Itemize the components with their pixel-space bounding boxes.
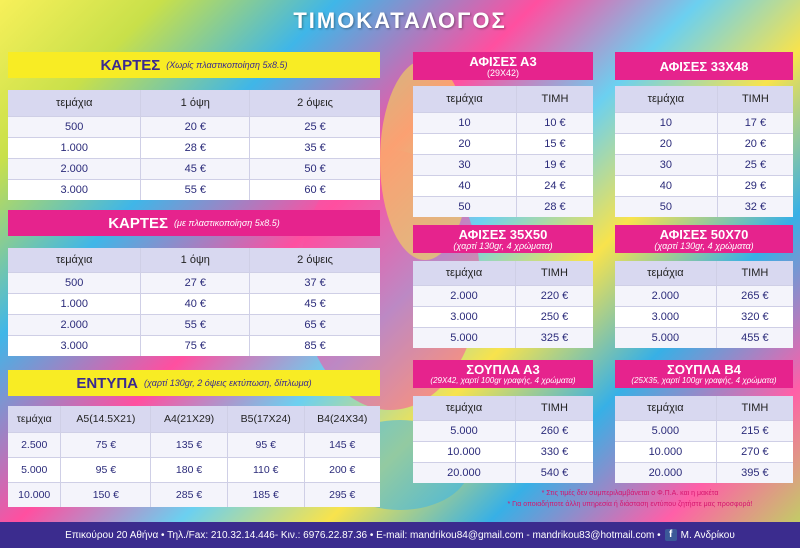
contact-text: Επικούρου 20 Αθήνα • Τηλ./Fax: 210.32.14.446- Κιν.: 6976.22.87.36 • E-mail: mandrikou84@gmail.com - mandrikou83@hotmail.com • bbox=[65, 529, 661, 541]
table-row bbox=[615, 462, 793, 483]
table-cell: 5.000 bbox=[615, 420, 716, 441]
table-cell: 5.000 bbox=[413, 420, 515, 441]
table-row bbox=[615, 175, 793, 196]
table-cell: 32 € bbox=[717, 196, 793, 217]
table-row bbox=[8, 335, 380, 356]
table-row bbox=[615, 133, 793, 154]
table-cell: 40 bbox=[413, 175, 516, 196]
table-cell: 55 € bbox=[141, 314, 250, 335]
posters-33x48-section bbox=[615, 52, 793, 217]
table-row bbox=[615, 154, 793, 175]
section-title: ΚΑΡΤΕΣ bbox=[100, 56, 161, 74]
column-header: A5(14.5X21) bbox=[61, 406, 151, 432]
posters-a3-banner bbox=[413, 52, 593, 80]
table-cell: 110 € bbox=[227, 457, 304, 482]
cards-no-lamination-section bbox=[8, 52, 380, 200]
price-table bbox=[615, 396, 793, 483]
table-cell: 285 € bbox=[151, 482, 228, 507]
section-subtitle: (Χωρίς πλαστικοποίηση 5x8.5) bbox=[166, 59, 288, 70]
table-cell: 3.000 bbox=[413, 306, 515, 327]
column-header: ΤΙΜΗ bbox=[717, 86, 793, 112]
table-cell: 3.000 bbox=[615, 306, 716, 327]
table-cell: 17 € bbox=[717, 112, 793, 133]
table-cell: 15 € bbox=[516, 133, 593, 154]
table-row bbox=[615, 112, 793, 133]
table-cell: 50 bbox=[413, 196, 516, 217]
posters-33x48-banner bbox=[615, 52, 793, 80]
table-cell: 10 bbox=[615, 112, 717, 133]
column-header: 2 όψεις bbox=[250, 90, 380, 116]
table-cell: 45 € bbox=[250, 293, 380, 314]
table-cell: 50 bbox=[615, 196, 717, 217]
table-row bbox=[8, 272, 380, 293]
table-cell: 50 € bbox=[250, 158, 380, 179]
section-title: ΑΦΙΣΕΣ 35Χ50 bbox=[458, 226, 548, 242]
table-cell: 1.000 bbox=[8, 293, 141, 314]
facebook-icon: f bbox=[665, 529, 677, 541]
table-cell: 25 € bbox=[250, 116, 380, 137]
table-cell: 325 € bbox=[515, 327, 593, 348]
column-header: ΤΙΜΗ bbox=[716, 261, 793, 285]
table-row bbox=[8, 432, 380, 457]
table-cell: 215 € bbox=[716, 420, 793, 441]
table-cell: 330 € bbox=[515, 441, 593, 462]
table-cell: 19 € bbox=[516, 154, 593, 175]
table-cell: 10 bbox=[413, 112, 516, 133]
column-header: τεμάχια bbox=[615, 86, 717, 112]
table-cell: 24 € bbox=[516, 175, 593, 196]
table-cell: 500 bbox=[8, 116, 141, 137]
table-cell: 20.000 bbox=[615, 462, 716, 483]
section-title: ΕΝΤΥΠΑ bbox=[76, 374, 139, 392]
table-cell: 20 bbox=[615, 133, 717, 154]
table-row bbox=[413, 133, 593, 154]
table-cell: 10.000 bbox=[413, 441, 515, 462]
table-row bbox=[8, 293, 380, 314]
table-cell: 20 bbox=[413, 133, 516, 154]
section-subtitle: (29X42) bbox=[486, 67, 520, 78]
section-title: ΣΟΥΠΛΑ Α3 bbox=[466, 362, 540, 377]
posters-50x70-banner bbox=[615, 225, 793, 253]
section-title: ΚΑΡΤΕΣ bbox=[108, 214, 169, 232]
soupla-a3-section bbox=[413, 360, 593, 483]
contact-footer bbox=[0, 522, 800, 548]
table-cell: 20.000 bbox=[413, 462, 515, 483]
section-title: ΑΦΙΣΕΣ 50Χ70 bbox=[659, 226, 749, 242]
table-cell: 20 € bbox=[141, 116, 250, 137]
table-cell: 28 € bbox=[516, 196, 593, 217]
page-title: ΤΙΜΟΚΑΤΑΛΟΓΟΣ bbox=[293, 8, 507, 33]
table-cell: 29 € bbox=[717, 175, 793, 196]
table-row bbox=[413, 306, 593, 327]
table-cell: 5.000 bbox=[8, 457, 61, 482]
table-cell: 2.000 bbox=[413, 285, 515, 306]
table-cell: 145 € bbox=[304, 432, 380, 457]
brochures-section bbox=[8, 370, 380, 507]
column-header: ΤΙΜΗ bbox=[516, 86, 593, 112]
price-table bbox=[413, 261, 593, 348]
table-cell: 20 € bbox=[717, 133, 793, 154]
column-header: ΤΙΜΗ bbox=[515, 261, 593, 285]
table-cell: 37 € bbox=[250, 272, 380, 293]
section-subtitle: (χαρτί 130gr, 4 χρώματα) bbox=[654, 240, 754, 251]
table-row bbox=[413, 441, 593, 462]
table-row bbox=[413, 462, 593, 483]
soupla-b4-banner bbox=[615, 360, 793, 388]
table-cell: 25 € bbox=[717, 154, 793, 175]
column-header: B4(24X34) bbox=[304, 406, 380, 432]
column-header: A4(21X29) bbox=[151, 406, 228, 432]
column-header: τεμάχια bbox=[413, 261, 515, 285]
column-header: 2 όψεις bbox=[250, 248, 380, 272]
table-row bbox=[615, 441, 793, 462]
table-cell: 200 € bbox=[304, 457, 380, 482]
column-header: ΤΙΜΗ bbox=[515, 396, 593, 420]
column-header: τεμάχια bbox=[8, 90, 141, 116]
table-cell: 35 € bbox=[250, 137, 380, 158]
price-table bbox=[615, 86, 793, 217]
table-cell: 75 € bbox=[141, 335, 250, 356]
table-row bbox=[615, 327, 793, 348]
cards-no-lamination-banner bbox=[8, 52, 380, 78]
table-row bbox=[413, 112, 593, 133]
table-cell: 10.000 bbox=[615, 441, 716, 462]
table-cell: 27 € bbox=[141, 272, 250, 293]
table-cell: 3.000 bbox=[8, 179, 141, 200]
column-header: τεμάχια bbox=[8, 406, 61, 432]
table-cell: 55 € bbox=[141, 179, 250, 200]
table-cell: 320 € bbox=[716, 306, 793, 327]
section-subtitle: (με πλαστικοποίηση 5x8.5) bbox=[174, 217, 280, 228]
section-title: ΑΦΙΣΕΣ 33Χ48 bbox=[659, 58, 749, 74]
column-header: τεμάχια bbox=[615, 261, 716, 285]
soupla-b4-section bbox=[615, 360, 793, 483]
table-row bbox=[8, 457, 380, 482]
table-cell: 250 € bbox=[515, 306, 593, 327]
table-cell: 85 € bbox=[250, 335, 380, 356]
table-row bbox=[8, 314, 380, 335]
table-cell: 65 € bbox=[250, 314, 380, 335]
price-table bbox=[8, 406, 380, 507]
table-row bbox=[8, 158, 380, 179]
column-header: τεμάχια bbox=[413, 396, 515, 420]
posters-a3-section bbox=[413, 52, 593, 217]
table-cell: 295 € bbox=[304, 482, 380, 507]
table-cell: 180 € bbox=[151, 457, 228, 482]
section-subtitle: (29X42, χαρτί 100gr γραφής, 4 χρώματα) bbox=[430, 376, 576, 385]
table-cell: 40 € bbox=[141, 293, 250, 314]
section-title: ΣΟΥΠΛΑ Β4 bbox=[667, 362, 741, 377]
table-cell: 395 € bbox=[716, 462, 793, 483]
price-table bbox=[413, 396, 593, 483]
table-cell: 260 € bbox=[515, 420, 593, 441]
table-cell: 45 € bbox=[141, 158, 250, 179]
posters-35x50-section bbox=[413, 225, 593, 348]
section-subtitle: (χαρτί 130gr, 4 χρώματα) bbox=[453, 240, 553, 251]
section-title: ΑΦΙΣΕΣ Α3 bbox=[469, 53, 537, 69]
table-cell: 1.000 bbox=[8, 137, 141, 158]
table-cell: 30 bbox=[615, 154, 717, 175]
column-header: 1 όψη bbox=[141, 248, 250, 272]
column-header: B5(17X24) bbox=[227, 406, 304, 432]
posters-35x50-banner bbox=[413, 225, 593, 253]
section-subtitle: (25X35, χαρτί 100gr γραφής, 4 χρώματα) bbox=[631, 376, 777, 385]
table-cell: 95 € bbox=[61, 457, 151, 482]
table-cell: 270 € bbox=[716, 441, 793, 462]
table-row bbox=[8, 116, 380, 137]
price-table bbox=[8, 90, 380, 200]
table-cell: 2.000 bbox=[615, 285, 716, 306]
table-cell: 10 € bbox=[516, 112, 593, 133]
table-row bbox=[413, 154, 593, 175]
table-row bbox=[615, 420, 793, 441]
table-row bbox=[8, 482, 380, 507]
table-cell: 75 € bbox=[61, 432, 151, 457]
table-row bbox=[615, 285, 793, 306]
table-cell: 3.000 bbox=[8, 335, 141, 356]
facebook-name: Μ. Ανδρίκου bbox=[680, 529, 735, 541]
table-cell: 150 € bbox=[61, 482, 151, 507]
table-row bbox=[615, 306, 793, 327]
table-cell: 2.000 bbox=[8, 314, 141, 335]
price-table bbox=[8, 248, 380, 356]
footnotes bbox=[470, 488, 790, 510]
table-row bbox=[413, 175, 593, 196]
table-row bbox=[615, 196, 793, 217]
table-cell: 540 € bbox=[515, 462, 593, 483]
price-table bbox=[413, 86, 593, 217]
column-header: 1 όψη bbox=[141, 90, 250, 116]
table-cell: 5.000 bbox=[615, 327, 716, 348]
table-row bbox=[413, 285, 593, 306]
table-cell: 95 € bbox=[227, 432, 304, 457]
column-header: ΤΙΜΗ bbox=[716, 396, 793, 420]
column-header: τεμάχια bbox=[413, 86, 516, 112]
footnote: * Για οποιαδήποτε άλλη υπηρεσία ή διάσταση εντύπου ζητήστε μας προσφορά! bbox=[507, 501, 753, 508]
cards-lamination-section bbox=[8, 210, 380, 356]
table-cell: 28 € bbox=[141, 137, 250, 158]
table-row bbox=[413, 327, 593, 348]
posters-50x70-section bbox=[615, 225, 793, 348]
column-header: τεμάχια bbox=[615, 396, 716, 420]
table-cell: 135 € bbox=[151, 432, 228, 457]
cards-lamination-banner bbox=[8, 210, 380, 236]
table-cell: 265 € bbox=[716, 285, 793, 306]
table-row bbox=[8, 137, 380, 158]
table-cell: 5.000 bbox=[413, 327, 515, 348]
section-subtitle: (χαρτί 130gr, 2 όψεις εκτύπωση, δίπλωμα) bbox=[144, 377, 312, 388]
table-cell: 2.000 bbox=[8, 158, 141, 179]
table-row bbox=[413, 196, 593, 217]
table-cell: 500 bbox=[8, 272, 141, 293]
table-cell: 40 bbox=[615, 175, 717, 196]
price-table bbox=[615, 261, 793, 348]
column-header: τεμάχια bbox=[8, 248, 141, 272]
table-row bbox=[8, 179, 380, 200]
brochures-banner bbox=[8, 370, 380, 396]
table-cell: 220 € bbox=[515, 285, 593, 306]
table-cell: 2.500 bbox=[8, 432, 61, 457]
table-cell: 60 € bbox=[250, 179, 380, 200]
soupla-a3-banner bbox=[413, 360, 593, 388]
table-cell: 10.000 bbox=[8, 482, 61, 507]
table-row bbox=[413, 420, 593, 441]
footnote: * Στις τιμές δεν συμπεριλαμβάνεται ο Φ.Π.Α. και η μακέτα bbox=[541, 490, 719, 497]
table-cell: 455 € bbox=[716, 327, 793, 348]
table-cell: 185 € bbox=[227, 482, 304, 507]
table-cell: 30 bbox=[413, 154, 516, 175]
